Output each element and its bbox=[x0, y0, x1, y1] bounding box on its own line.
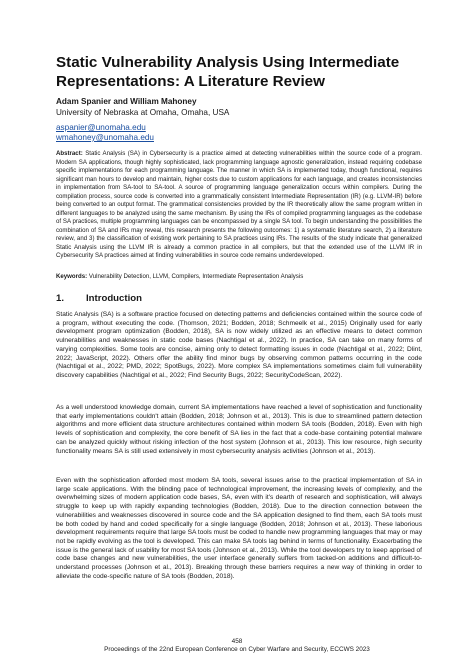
abstract-label: Abstract: bbox=[56, 150, 83, 157]
email-link-wmahoney[interactable]: wmahoney@unomaha.edu bbox=[56, 133, 154, 142]
section-number: 1. bbox=[56, 293, 65, 304]
body-paragraph: Even with the sophistication afforded most modern SA tools, several issues arise to the practical implementation of SA in large scale applications. With the blinding pace of technological improvement, the increasing levels of complexity, and the overwhelming sizes of modern application code bases, SA, even with it's dearth of research and sophistication, will always struggle to keep up with rapidly expanding technologies (Bodden, 2018). Due to the direction connection between the vulnerabilities and weaknesses discovered in source code and the SA application designed to find them, each SA tools must be both coded by hand and coded specifically for a single language (Bodden, 2018; Johnson et al., 2013). These laborious development requirements require that large SA tools must be coded to handle new programming languages that may or may not be rapidly evolving as the tool is developed. This can make SA tools lag behind in terms of functionality. Exacerbating the issue is the general lack of usability for most SA tools (Johnson et al., 2013). While the tool developers try to keep apprised of code base changes and new vulnerabilities, the user interface generally suffers from tacked-on additions and difficult-to-understand processes (Johnson et al., 2013). Breaking through these barriers requires a new way of thinking in order to alleviate the code-specific nature of SA tools (Bodden, 2018). bbox=[56, 477, 422, 580]
keywords-text: Vulnerability Detection, LLVM, Compilers, Intermediate Representation Analysis bbox=[88, 273, 304, 280]
keywords bbox=[56, 273, 422, 282]
section-heading bbox=[56, 293, 142, 305]
paper-affiliation: University of Nebraska at Omaha, Omaha, USA bbox=[56, 108, 230, 117]
proceedings-footer: Proceedings of the 22nd European Conference on Cyber Warfare and Security, ECCWS 2023 bbox=[104, 646, 370, 653]
abstract bbox=[56, 150, 422, 261]
abstract-text: Static Analysis (SA) in Cybersecurity is a practice aimed at detecting vulnerabilities within the source code of a program. Modern SA applications, though highly sophisticated, lack programming language agnostic generalization, instead requiring codebase specific implementations for each programming language. The manner in which SA is implemented today, though functional, requires significant man hours to develop and maintain, higher costs due to custom applications for each language, and creates inconsistencies in implementation from SA-tool to SA-tool. A source of programming language generalization occurs within compilers. During the compilation process, source code is converted into a grammatically consistent Intermediate Representation (IR) (e.g. LLVM-IR) before being converted to an output format. The grammatical consistencies provided by the IR theoretically allow the same program written in different languages to be analyzed using the same mechanism. By using the IRs of compiled programming languages as the codebase of SA practices, multiple programming languages can be encompassed by a single SA tool. To begin understanding the possibilities the combination of SA and IRs may reveal, this research presents the following outcomes: 1) a systematic literature search, 2) a literature review, and 3) the classification of existing work pertaining to SA practices using IRs. The results of the study indicate that generalized Static Analysis using the LLVM IR is already a common practice in all compilers, but that the extended use of the LLVM IR in Cybersecurity SA practices aimed at finding vulnerabilities in source code remains underdeveloped. bbox=[56, 150, 422, 259]
body-paragraph: As a well understood knowledge domain, current SA implementations have reached a level of sophistication and functionality that early implementations couldn't attain (Bodden, 2018; Johnson et al., 2013). This is due to streamlined pattern detection algorithms and more efficient data structure architectures contained within modern SA tools (Bodden, 2018). Even with high levels of sophistication and complexity, the core benefit of SA lies in the fact that a code-base containing potential malware can be analyzed quickly without risking infection of the host system (Johnson et al., 2013). This low resource, high security functionality means SA is still used extensively in most cybersecurity analysis activities (Johnson et al., 2013). bbox=[56, 404, 422, 455]
body-paragraph: Static Analysis (SA) is a software practice focused on detecting patterns and deficiencies contained within the source code of a program, without executing the code. (Thomson, 2021; Bodden, 2018; Schmeelk et al., 2015) Originally used for early development program optimization (Bodden, 2018), SA is now widely utilized as an effective means to detect common vulnerabilities and weaknesses in static code bases (Nachtigal et al., 2022). In practice, SA can take on many forms of varying complexities. Some tools are concise, aiming only to detect formatting issues in code (Nachtigal et al., 2022; Dlint, 2022; JavaScript, 2022). Others offer the ability find minor bugs by observing common patterns occurring in the code (Nachtigal et al., 2022; PMD, 2022; SpotBugs, 2022). More complex SA implementations sometimes claim full vulnerability discovery capabilities (Nachtigal et al., 2022; Find Security Bugs, 2022; SecurityCodeScan, 2022). bbox=[56, 311, 422, 379]
page-number: 458 bbox=[231, 638, 243, 645]
section-title: Introduction bbox=[86, 293, 142, 304]
email-link-aspanier[interactable]: aspanier@unomaha.edu bbox=[56, 123, 146, 132]
keywords-label: Keywords: bbox=[56, 273, 88, 280]
paper-authors: Adam Spanier and William Mahoney bbox=[56, 97, 197, 106]
paper-title: Static Vulnerability Analysis Using Intermediate Representations: A Literature Review bbox=[56, 54, 400, 90]
